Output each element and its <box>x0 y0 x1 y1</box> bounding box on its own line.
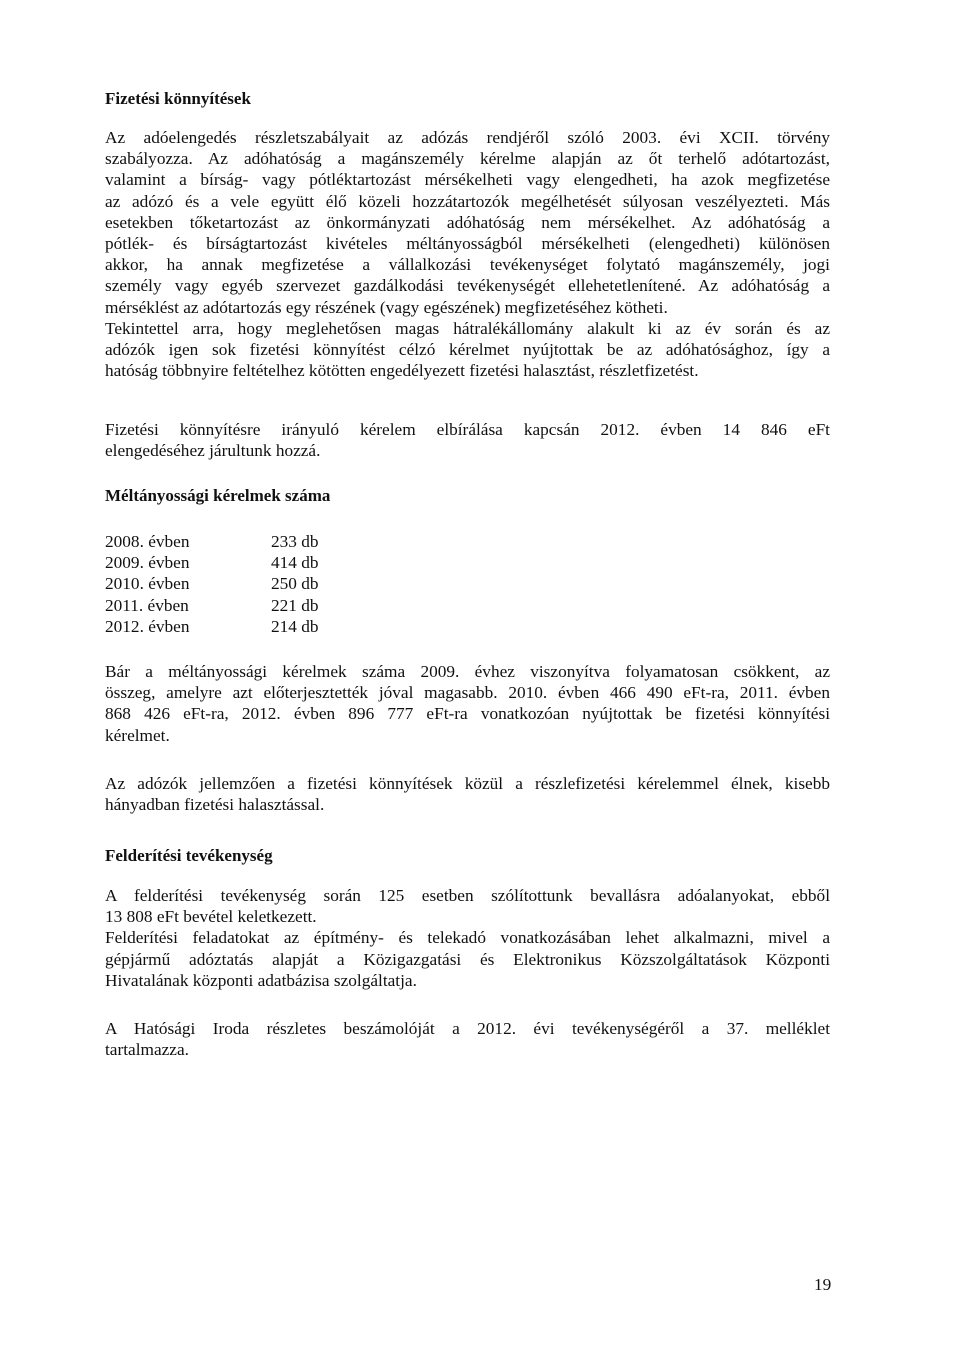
request-count: 221 db <box>271 596 319 615</box>
paragraph-adoelengedes <box>105 127 830 381</box>
text-line: pótlék- és bírságtartozást kivételes méltányosságból mérsékelheti (elengedheti) különösen <box>105 234 830 254</box>
text-line: Fizetési könnyítésre irányuló kérelem elbírálása kapcsán 2012. évben 14 846 eFt <box>105 420 830 439</box>
heading-fizetesi-konnyitesek: Fizetési könnyítések <box>105 89 251 108</box>
page-number: 19 <box>814 1275 832 1294</box>
text-line: 868 426 eFt-ra, 2012. évben 896 777 eFt-ra vonatkozóan nyújtottak be fizetési könnyítési <box>105 704 830 724</box>
request-count: 233 db <box>271 532 319 551</box>
paragraph-meltanyossagi-osszeg <box>105 661 830 746</box>
year-label: 2011. évben <box>105 596 189 615</box>
year-row <box>105 553 405 575</box>
text-line: 13 808 eFt bevétel keletkezett. <box>105 907 317 927</box>
year-row <box>105 532 405 554</box>
text-line: Bár a méltányossági kérelmek száma 2009. évhez viszonyítva folyamatosan csökkent, az <box>105 662 830 681</box>
request-count: 250 db <box>271 574 319 593</box>
year-row <box>105 596 405 618</box>
text-line: az adózó és a vele együtt élő közeli hozzátartozók megélhetését súlyosan veszélyezteti. Más <box>105 191 830 211</box>
paragraph-hatosagi-iroda <box>105 1018 830 1060</box>
year-label: 2008. évben <box>105 532 190 551</box>
heading-felderitesi-tevekenyseg: Felderítési tevékenység <box>105 846 273 865</box>
text-line: tartalmazza. <box>105 1040 189 1060</box>
text-line: összeg, amelyre azt előterjesztették jóval magasabb. 2010. évben 466 490 eFt-ra, 2011. évben <box>105 683 830 703</box>
text-line: valamint a bírság- vagy pótléktartozást mérsékelheti vagy elengedheti, ha azok megfizetése <box>105 170 830 190</box>
year-label: 2012. évben <box>105 617 190 636</box>
text-line: személy vagy egyéb szervezet gazdálkodási tevékenységét ellehetetlenítené. Az adóhatóság a <box>105 276 830 296</box>
text-line: gépjármű adóztatás alapját a Közigazgatási és Elektronikus Közszolgáltatások Központi <box>105 949 830 969</box>
paragraph-felderitesi <box>105 885 830 991</box>
text-line: Az adóelengedés részletszabályait az adózás rendjéről szóló 2003. évi XCII. törvény <box>105 128 830 147</box>
request-count: 214 db <box>271 617 319 636</box>
heading-meltanyossagi-kerelmek: Méltányossági kérelmek száma <box>105 486 331 505</box>
paragraph-adozok-jellemzoen <box>105 773 830 815</box>
text-line: Tekintettel arra, hogy meglehetősen magas hátralékállomány alakult ki az év során és az <box>105 318 830 338</box>
text-line: A felderítési tevékenység során 125 esetben szólítottunk bevallásra adóalanyokat, ebből <box>105 886 830 905</box>
text-line: Felderítési feladatokat az építmény- és telekadó vonatkozásában lehet alkalmazni, mivel a <box>105 928 830 948</box>
text-line: A Hatósági Iroda részletes beszámolóját a 2012. évi tevékenységéről a 37. melléklet <box>105 1019 830 1038</box>
text-line: Hivatalának központi adatbázisa szolgáltatja. <box>105 970 417 990</box>
text-line: elengedéséhez járultunk hozzá. <box>105 441 321 461</box>
year-label: 2009. évben <box>105 553 190 572</box>
text-line: szabályozza. Az adóhatóság a magánszemély kérelme alapján az őt terhelő adótartozást, <box>105 149 830 169</box>
text-line: esetekben tőketartozást az önkormányzati adóhatóság nem mérsékelhet. Az adóhatóság a <box>105 212 830 232</box>
text-line: kérelmet. <box>105 725 170 745</box>
text-line: hányadban fizetési halasztással. <box>105 795 325 815</box>
request-count: 414 db <box>271 553 319 572</box>
text-line: mérséklést az adótartozás egy részének (vagy egészének) megfizetéséhez kötheti. <box>105 297 668 317</box>
text-line: Az adózók jellemzően a fizetési könnyítések közül a részlefizetési kérelemmel élnek, kisebb <box>105 774 830 793</box>
year-label: 2010. évben <box>105 574 190 593</box>
year-row <box>105 574 405 596</box>
text-line: adózók igen sok fizetési könnyítést célzó kérelmet nyújtottak be az adóhatósághoz, így a <box>105 340 830 360</box>
paragraph-fizetesi-konnyitesre <box>105 419 830 461</box>
text-line: hatóság többnyire feltételhez kötötten engedélyezett fizetési halasztást, részletfizetést. <box>105 361 699 381</box>
text-line: akkor, ha annak megfizetése a vállalkozási tevékenységet folytató magánszemély, jogi <box>105 255 830 275</box>
year-row <box>105 617 405 639</box>
